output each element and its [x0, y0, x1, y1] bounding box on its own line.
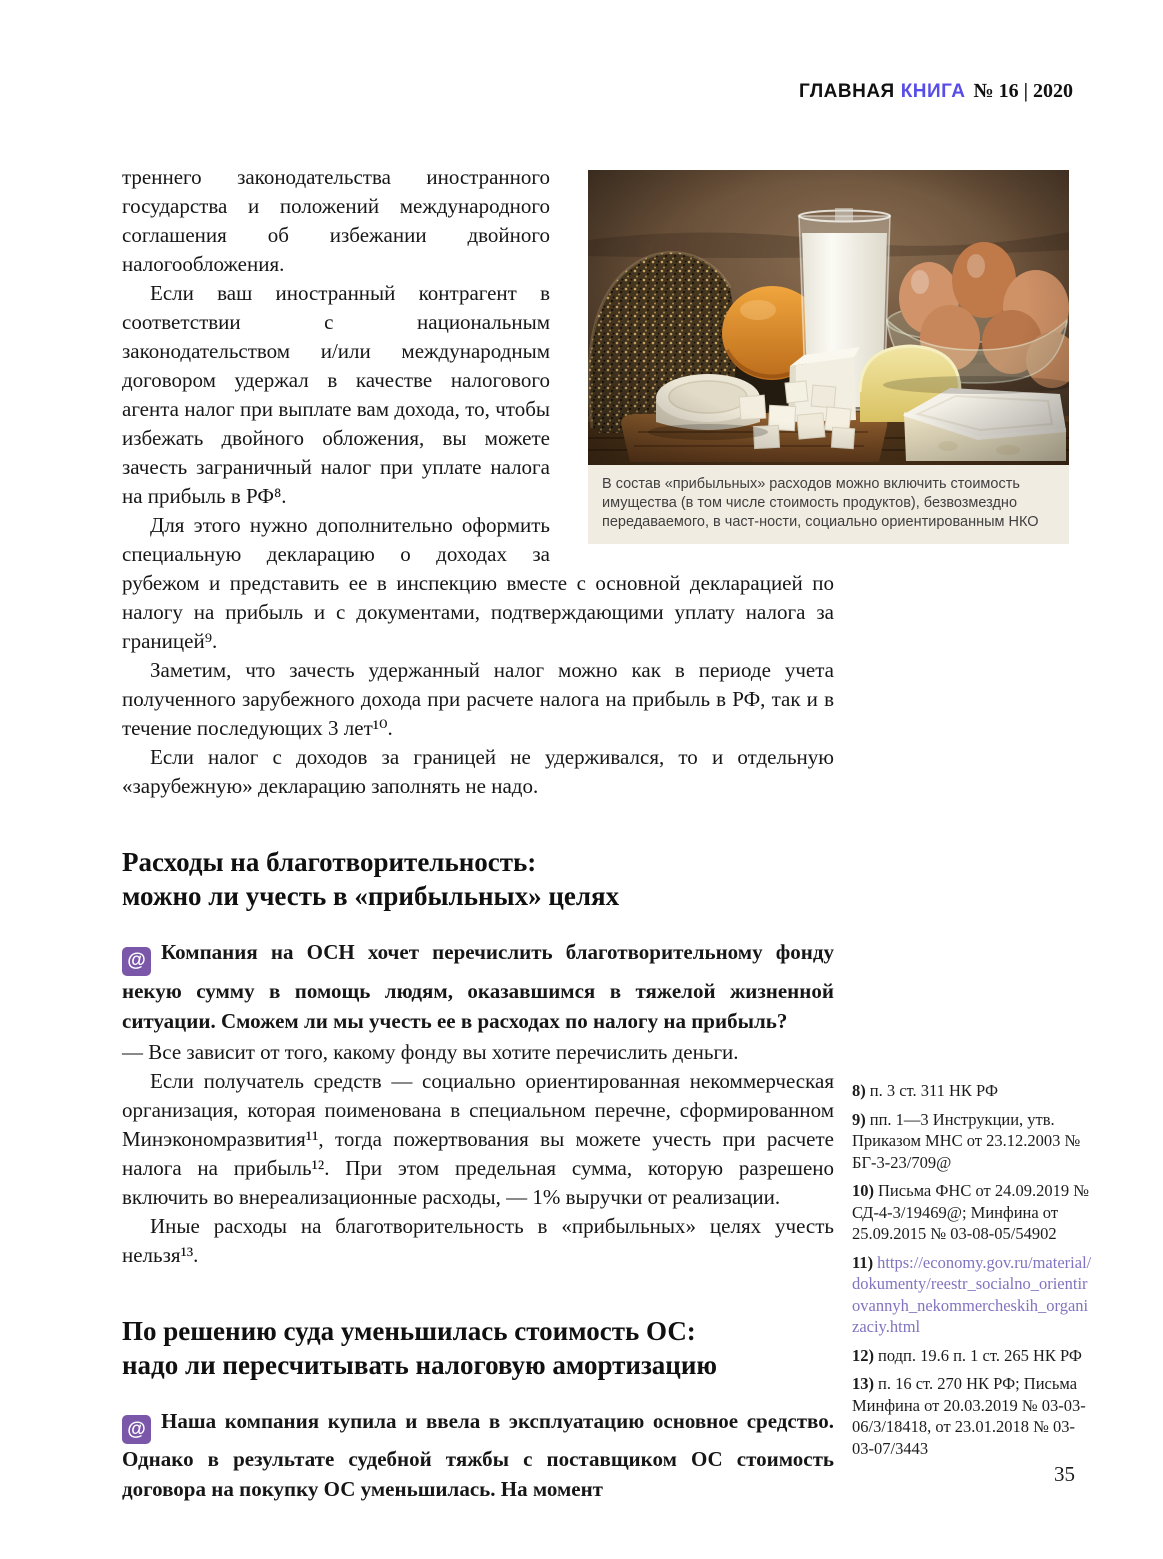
answer-paragraph: — Все зависит от того, какому фонду вы хотите перечислить деньги. [122, 1039, 739, 1064]
footnotes-sidebar [852, 1080, 1094, 1466]
photo-caption: В состав «прибыльных» расходов можно включить стоимость имущества (в том числе стоимость продуктов), безвозмездно передаваемого, в част-ности, социально ориентированным НКО [588, 465, 1069, 544]
section-heading-line: надо ли пересчитывать налоговую амортизацию [122, 1349, 718, 1380]
footnote-text: п. 3 ст. 311 НК РФ [869, 1081, 998, 1100]
footnote-link[interactable]: https://economy.gov.ru/material/dokumenty/reestr_socialno_orientirovannyh_nekommercheskih_organizaciy.html [852, 1252, 1092, 1336]
footnote-number: 13) [852, 1374, 874, 1393]
footnote-text: п. 16 ст. 270 НК РФ; Письма Минфина от 20.03.2019 № 03-03-06/3/18418, от 23.01.2018 № 03-03-07/3443 [852, 1374, 1086, 1458]
answer-paragraph: Если получатель средств — социально ориентированная некоммерческая организация, которая поименована в специальном перечне, сформированном Минэкономразвития¹¹, тогда пожертвования вы можете учесть при расчете налога на прибыль¹². При этом предельная сумма, которую разрешено включить во внереализационные расходы, — 1% выручки от реализации. [122, 1068, 834, 1209]
footnote-8 [852, 1080, 1094, 1102]
section-heading-line: можно ли учесть в «прибыльных» целях [122, 881, 620, 911]
footnote-9 [852, 1109, 1094, 1174]
footnote-number: 9) [852, 1109, 866, 1129]
reader-question-block [122, 1406, 834, 1505]
section-heading-line: Расходы на благотворительность: [122, 847, 537, 877]
article-paragraph: Для этого нужно дополнительно оформить специальную декларацию о доходах за рубежом и представить ее в инспекцию вместе с основной декларацией по налогу на прибыль и с документами, подтверждающими уплату налога за границей⁹. [122, 513, 834, 653]
magazine-masthead [799, 80, 1073, 103]
at-sign-icon: @ [122, 1415, 151, 1444]
question-text: Компания на ОСН хочет перечислить благотворительному фонду некую сумму в помощь людям, оказавшимся в тяжелой жизненной ситуации. Сможем ли мы учесть ее в расходах по налогу на прибыль? [122, 940, 834, 1033]
footnote-11 [852, 1252, 1094, 1338]
article-paragraph: Если налог с доходов за границей не удерживался, то и отдельную «зарубежную» декларацию заполнять не надо. [122, 745, 834, 798]
footnote-text: Письма ФНС от 24.09.2019 № СД-4-3/19469@; Минфина от 25.09.2015 № 03-08-05/54902 [852, 1181, 1089, 1243]
footnote-12 [852, 1345, 1094, 1367]
brand-word-glavnaya: ГЛАВНАЯ [799, 81, 895, 102]
footnote-10 [852, 1180, 1094, 1245]
footnote-text: подп. 19.6 п. 1 ст. 265 НК РФ [878, 1345, 1082, 1365]
article-paragraph: треннего законодательства иностранного государства и положений международного соглашения об избежании двойного налогообложения. [122, 165, 550, 276]
section-heading-charity [122, 845, 834, 913]
footnote-number: 11) [852, 1252, 874, 1272]
answer-paragraph: Иные расходы на благотворительность в «прибыльных» целях учесть нельзя¹³. [122, 1213, 834, 1267]
article-body [122, 163, 834, 1506]
at-sign-icon: @ [122, 947, 151, 976]
page-number: 35 [1054, 1462, 1075, 1486]
article-paragraph: Если ваш иностранный контрагент в соответствии с национальным законодательством и/или международным договором удержал в качестве налогового агента налог при выплате вам дохода, то, чтобы избежать двойного обложения, вы можете зачесть заграничный налог при уплате налога на прибыль в РФ⁸. [122, 281, 550, 508]
section-heading-court-os [122, 1314, 834, 1382]
footnote-13 [852, 1373, 1094, 1459]
footnote-number: 10) [852, 1181, 874, 1200]
section-heading-line: По решению суда уменьшилась стоимость ОС: [122, 1315, 696, 1346]
figure-wrap-spacer [550, 163, 834, 565]
issue-number: № 16 | 2020 [973, 80, 1073, 102]
brand-word-kniga: КНИГА [900, 81, 966, 102]
question-text: Наша компания купила и ввела в эксплуатацию основное средство. Однако в результате судебной тяжбы с поставщиком ОС стоимость договора на покупку ОС уменьшилась. На момент [122, 1408, 834, 1501]
footnote-number: 8) [852, 1081, 866, 1100]
reader-question-block [122, 937, 834, 1036]
footnote-text: пп. 1—3 Инструкции, утв. Приказом МНС от 23.12.2003 № БГ-3-23/709@ [852, 1109, 1081, 1172]
footnote-number: 12) [852, 1345, 874, 1365]
article-paragraph: Заметим, что зачесть удержанный налог можно как в периоде учета полученного зарубежного дохода при расчете налога на прибыль в РФ, так и в течение последующих 3 лет¹⁰. [122, 658, 834, 740]
